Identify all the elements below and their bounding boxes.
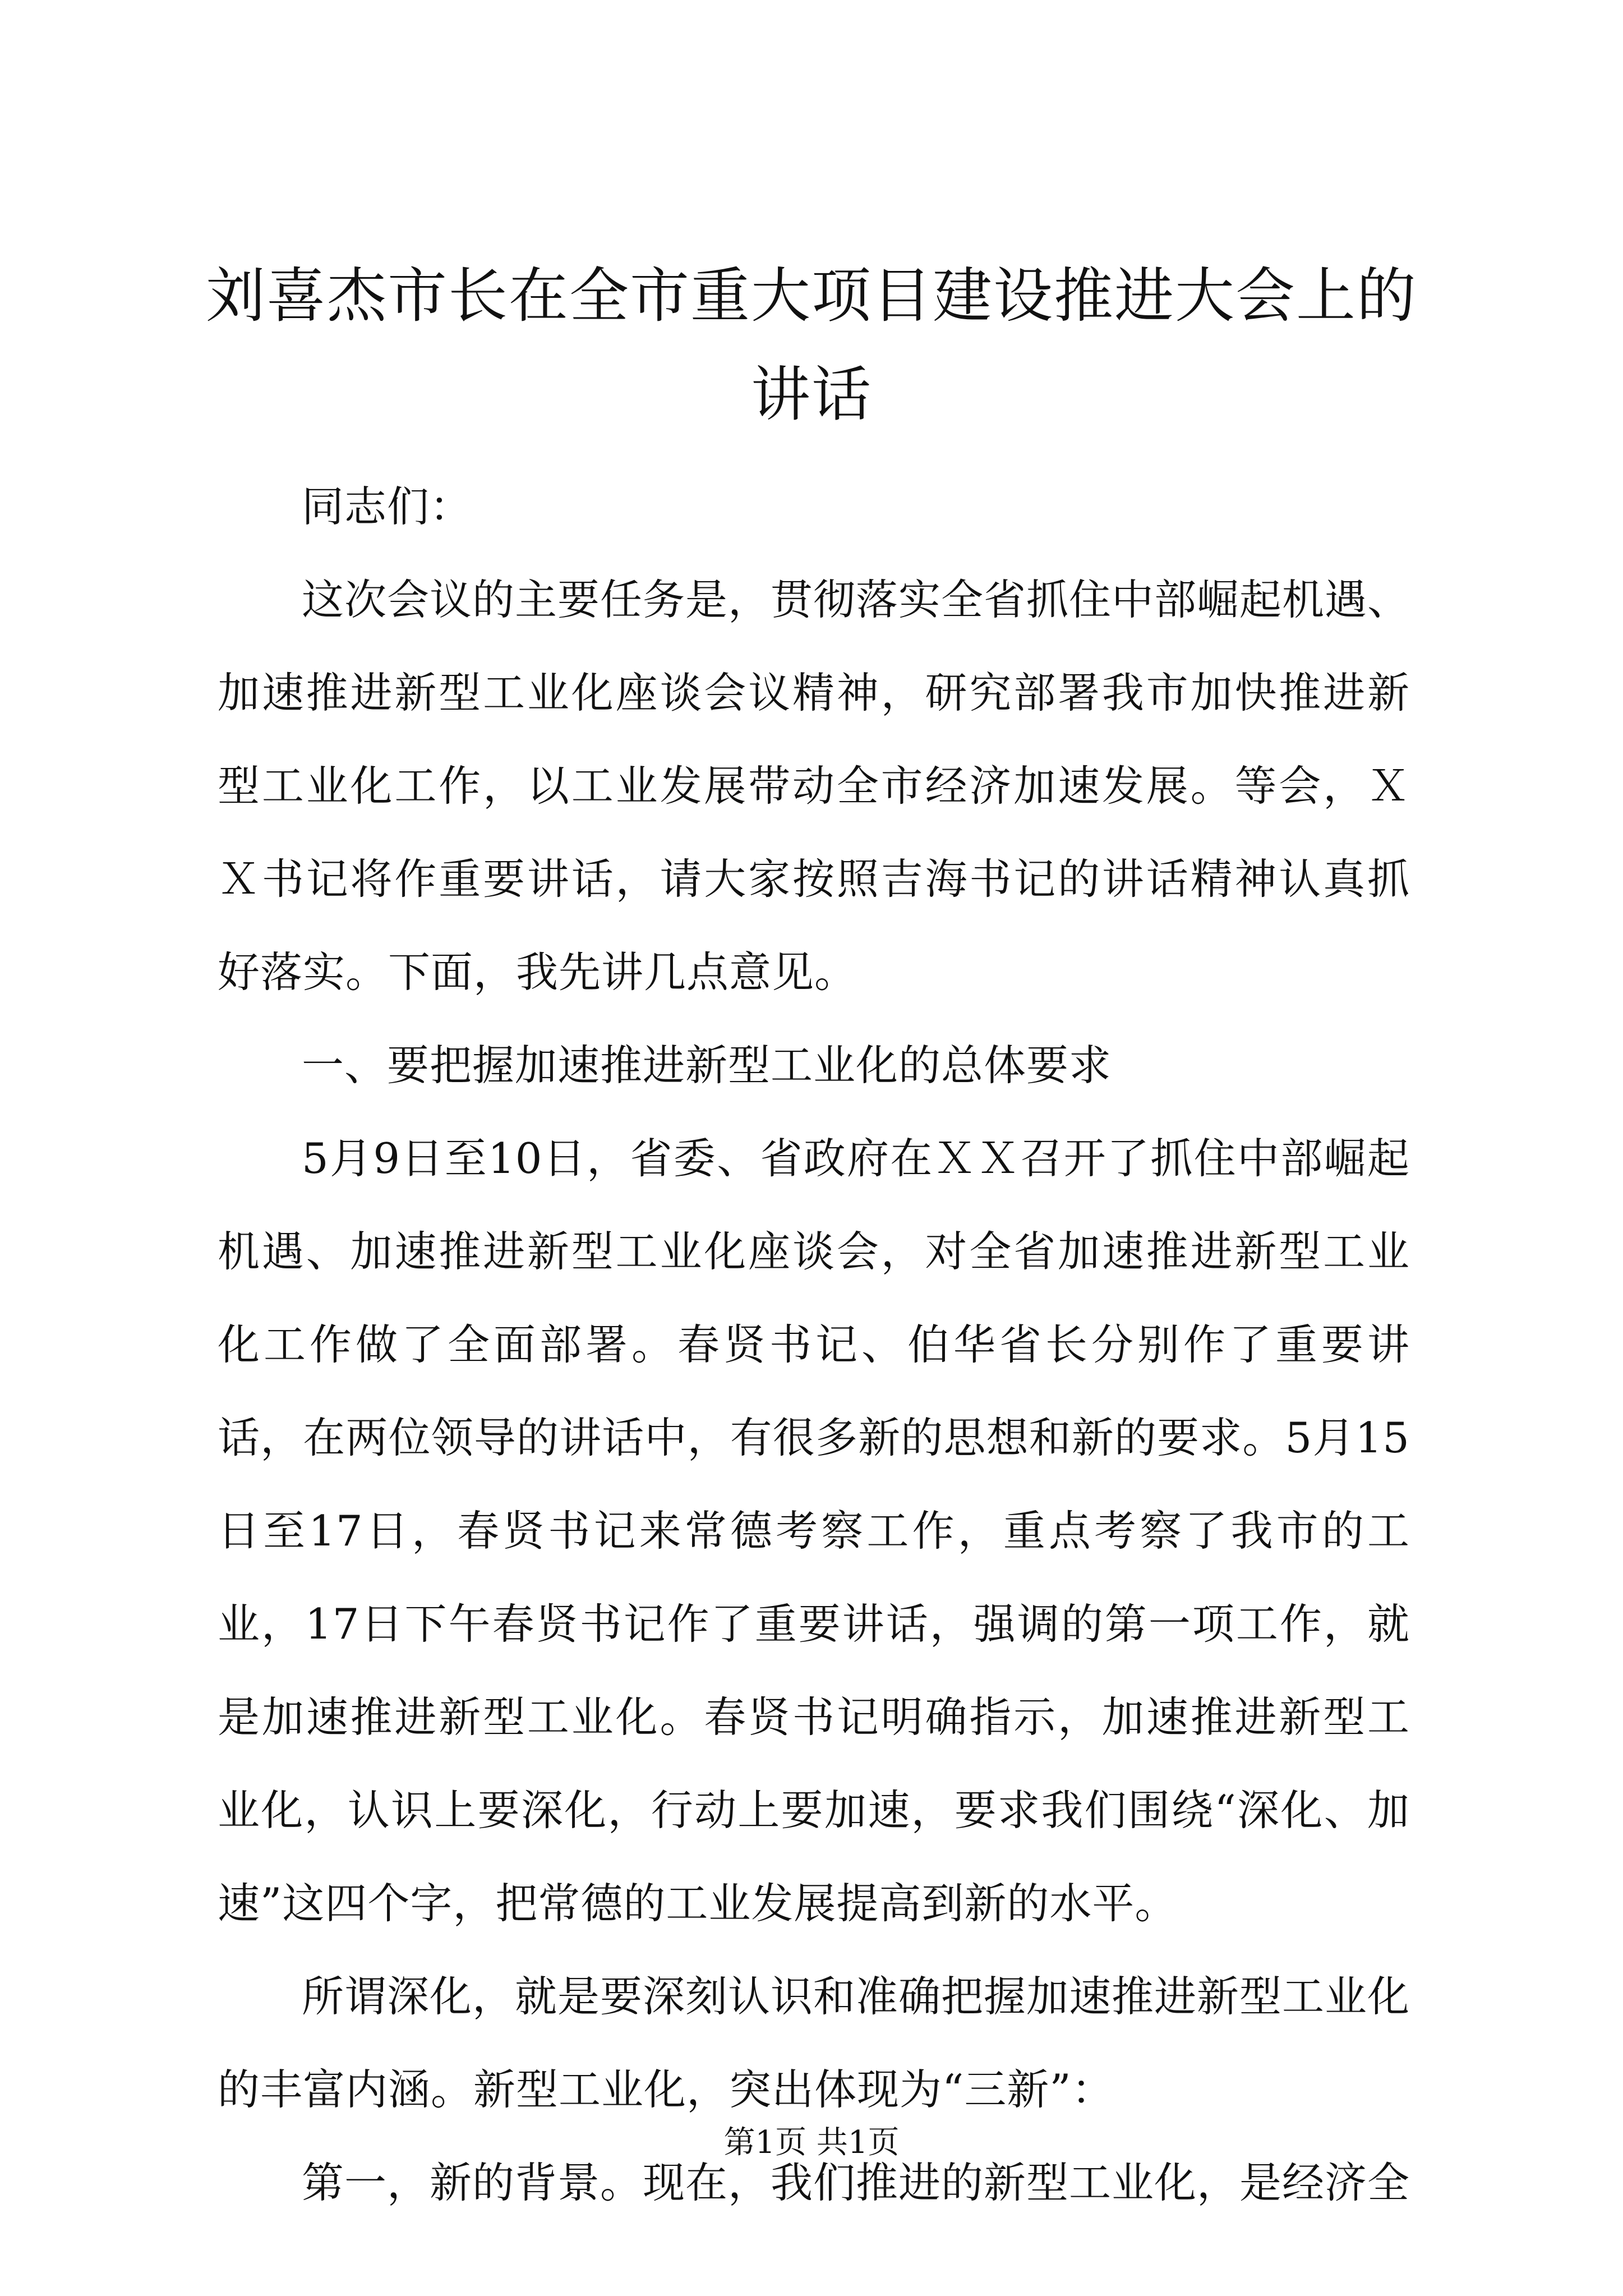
- section-heading-1: 一、要把握加速推进新型工业化的总体要求: [302, 1041, 1112, 1090]
- document-body: [218, 460, 1410, 2229]
- page-number-footer: 第1页 共1页: [723, 2124, 900, 2161]
- paragraph-meeting-task: 这次会议的主要任务是，贯彻落实全省抓住中部崛起机遇、加速推进新型工业化座谈会议精神，研究部署我市加快推进新型工业化工作，以工业发展带动全市经济加速发展。等会，ＸＸ书记将作重要讲话，请大家按照吉海书记的讲话精神认真抓好落实。下面，我先讲几点意见。: [218, 575, 1410, 997]
- document-title: 刘喜杰市长在全市重大项目建设推进大会上的讲话: [206, 261, 1417, 429]
- paragraph-first-new-background: 第一，新的背景。现在，我们推进的新型工业化，是经济全: [302, 2158, 1410, 2207]
- paragraph-deepen: 所谓深化，就是要深刻认识和准确把握加速推进新型工业化的丰富内涵。新型工业化，突出体现为“三新”：: [218, 1972, 1410, 2114]
- paragraph-provincial-meeting: 5月9日至10日，省委、省政府在ＸＸ召开了抓住中部崛起机遇、加速推进新型工业化座谈会，对全省加速推进新型工业化工作做了全面部署。春贤书记、伯华省长分别作了重要讲话，在两位领导的讲话中，有很多新的思想和新的要求。5月15日至17日，春贤书记来常德考察工作，重点考察了我市的工业，17日下午春贤书记作了重要讲话，强调的第一项工作，就是加速推进新型工业化。春贤书记明确指示，加速推进新型工业化，认识上要深化，行动上要加速，要求我们围绕“深化、加速”这四个字，把常德的工业发展提高到新的水平。: [218, 1134, 1410, 1928]
- paragraph-salutation: 同志们：: [302, 482, 473, 531]
